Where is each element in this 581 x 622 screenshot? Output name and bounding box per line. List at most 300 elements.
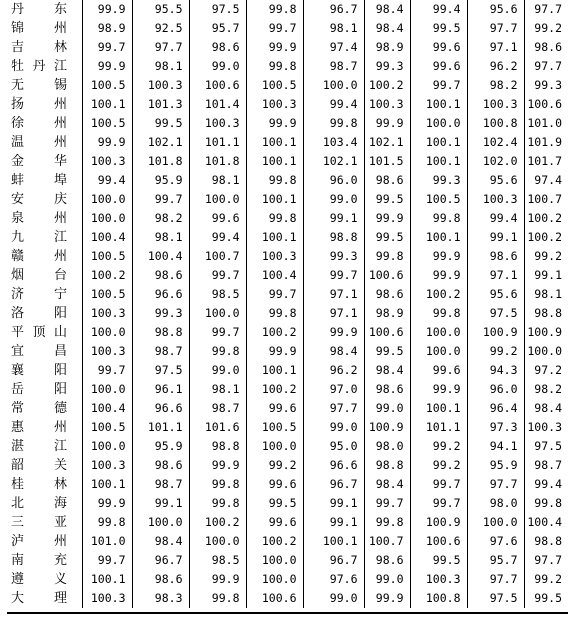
index-value-cell: 100.1 — [410, 133, 467, 152]
city-name-cell — [7, 152, 82, 171]
index-value-cell: 99.0 — [189, 57, 246, 76]
index-value-cell: 100.3 — [82, 589, 132, 608]
index-value-cell: 100.2 — [364, 76, 410, 95]
index-value-cell: 96.7 — [132, 551, 189, 570]
index-value-cell: 99.4 — [467, 209, 524, 228]
index-value-cell: 95.9 — [467, 456, 524, 475]
index-value-cell: 100.1 — [246, 152, 303, 171]
table-row — [7, 190, 568, 209]
index-value-cell: 98.8 — [524, 304, 568, 323]
index-value-cell: 99.9 — [410, 247, 467, 266]
city-name-char: 丹 — [32, 59, 46, 74]
index-value-cell: 99.8 — [82, 513, 132, 532]
table-row — [7, 304, 568, 323]
table-row — [7, 133, 568, 152]
city-name-cell — [7, 209, 82, 228]
index-value-cell: 99.2 — [524, 19, 568, 38]
price-index-table — [7, 0, 568, 608]
index-value-cell: 99.8 — [246, 209, 303, 228]
index-value-cell: 99.4 — [82, 171, 132, 190]
table-row — [7, 285, 568, 304]
index-value-cell: 98.8 — [132, 323, 189, 342]
index-value-cell: 99.4 — [524, 475, 568, 494]
city-name — [11, 399, 67, 418]
city-name — [11, 570, 67, 589]
index-value-cell: 98.4 — [364, 0, 410, 19]
index-value-cell: 100.0 — [524, 342, 568, 361]
index-value-cell: 99.9 — [410, 266, 467, 285]
index-value-cell: 98.4 — [364, 361, 410, 380]
index-value-cell: 99.6 — [189, 209, 246, 228]
city-name-char: 扬 — [11, 97, 25, 112]
city-name-char: 山 — [53, 325, 67, 340]
city-name-cell — [7, 513, 82, 532]
index-value-cell: 98.9 — [82, 19, 132, 38]
city-name-cell — [7, 342, 82, 361]
index-value-cell: 100.0 — [410, 114, 467, 133]
index-value-cell: 100.9 — [467, 323, 524, 342]
index-value-cell: 100.2 — [524, 209, 568, 228]
index-value-cell: 100.6 — [189, 76, 246, 95]
city-name-cell — [7, 247, 82, 266]
index-value-cell: 99.7 — [410, 494, 467, 513]
table-row — [7, 456, 568, 475]
index-value-cell: 100.2 — [82, 266, 132, 285]
index-value-cell: 99.9 — [82, 0, 132, 19]
index-value-cell: 99.9 — [410, 380, 467, 399]
city-name-char: 宜 — [11, 344, 25, 359]
index-value-cell: 96.4 — [467, 399, 524, 418]
index-value-cell: 96.7 — [303, 475, 364, 494]
index-value-cell: 102.1 — [132, 133, 189, 152]
city-name-char: 蚌 — [11, 173, 25, 188]
index-value-cell: 99.0 — [189, 361, 246, 380]
city-name — [11, 152, 67, 171]
index-value-cell: 99.2 — [246, 456, 303, 475]
index-value-cell: 95.5 — [132, 0, 189, 19]
index-value-cell: 98.6 — [189, 38, 246, 57]
city-name-cell — [7, 380, 82, 399]
index-value-cell: 98.0 — [467, 494, 524, 513]
index-value-cell: 99.7 — [189, 266, 246, 285]
table-bottom-rule — [7, 612, 568, 614]
city-name-char: 大 — [11, 591, 25, 606]
table-row — [7, 95, 568, 114]
index-value-cell: 97.1 — [467, 266, 524, 285]
table-row — [7, 266, 568, 285]
city-name-char: 关 — [53, 458, 67, 473]
city-name-cell — [7, 57, 82, 76]
index-value-cell: 97.1 — [467, 38, 524, 57]
index-value-cell: 99.2 — [467, 342, 524, 361]
index-value-cell: 99.3 — [303, 247, 364, 266]
index-value-cell: 99.7 — [82, 38, 132, 57]
city-name-cell — [7, 475, 82, 494]
index-value-cell: 97.6 — [303, 570, 364, 589]
city-name-char: 济 — [11, 287, 25, 302]
index-value-cell: 99.8 — [303, 114, 364, 133]
index-value-cell: 98.7 — [132, 475, 189, 494]
index-value-cell: 99.3 — [132, 304, 189, 323]
index-value-cell: 98.4 — [364, 19, 410, 38]
index-value-cell: 97.7 — [467, 570, 524, 589]
index-value-cell: 101.7 — [524, 152, 568, 171]
city-name-char: 南 — [11, 553, 25, 568]
index-value-cell: 100.6 — [524, 95, 568, 114]
table-row — [7, 209, 568, 228]
city-name-cell — [7, 38, 82, 57]
index-value-cell: 99.7 — [246, 285, 303, 304]
index-value-cell: 99.5 — [410, 19, 467, 38]
index-value-cell: 100.0 — [189, 532, 246, 551]
index-value-cell: 95.7 — [189, 19, 246, 38]
index-value-cell: 99.9 — [82, 494, 132, 513]
city-name-cell — [7, 437, 82, 456]
city-name — [11, 247, 67, 266]
index-value-cell: 97.1 — [303, 304, 364, 323]
city-name-char: 安 — [11, 192, 25, 207]
index-value-cell: 99.6 — [246, 475, 303, 494]
index-value-cell: 99.6 — [246, 399, 303, 418]
index-value-cell: 97.5 — [467, 304, 524, 323]
table-row — [7, 475, 568, 494]
index-value-cell: 96.6 — [303, 456, 364, 475]
index-value-cell: 100.9 — [364, 418, 410, 437]
city-name-char: 牡 — [11, 59, 25, 74]
city-name — [11, 456, 67, 475]
city-name-char: 州 — [53, 21, 67, 36]
index-value-cell: 99.4 — [410, 0, 467, 19]
city-name-char: 赣 — [11, 249, 25, 264]
index-value-cell: 95.9 — [132, 437, 189, 456]
city-name-cell — [7, 114, 82, 133]
index-value-cell: 100.1 — [410, 228, 467, 247]
table-row — [7, 570, 568, 589]
city-name — [11, 589, 67, 608]
index-value-cell: 100.0 — [82, 209, 132, 228]
index-value-cell: 99.6 — [410, 57, 467, 76]
city-name-char: 昌 — [53, 344, 67, 359]
index-value-cell: 100.0 — [303, 76, 364, 95]
index-value-cell: 97.1 — [303, 285, 364, 304]
index-value-cell: 98.9 — [364, 304, 410, 323]
city-name — [11, 0, 67, 19]
city-name — [11, 437, 67, 456]
index-value-cell: 100.7 — [524, 190, 568, 209]
index-value-cell: 101.9 — [524, 133, 568, 152]
index-value-cell: 98.8 — [303, 228, 364, 247]
index-value-cell: 100.5 — [410, 190, 467, 209]
city-name-char: 岳 — [11, 382, 25, 397]
index-value-cell: 100.3 — [82, 456, 132, 475]
index-value-cell: 100.8 — [467, 114, 524, 133]
index-value-cell: 98.1 — [189, 171, 246, 190]
city-name-char: 襄 — [11, 363, 25, 378]
city-name-char: 台 — [53, 268, 67, 283]
index-value-cell: 97.0 — [303, 380, 364, 399]
index-value-cell: 100.3 — [467, 190, 524, 209]
index-value-cell: 101.1 — [189, 133, 246, 152]
index-value-cell: 100.2 — [410, 285, 467, 304]
index-value-cell: 101.3 — [132, 95, 189, 114]
index-value-cell: 98.2 — [132, 209, 189, 228]
index-value-cell: 100.3 — [82, 304, 132, 323]
index-value-cell: 99.7 — [82, 361, 132, 380]
city-name-char: 无 — [11, 78, 25, 93]
city-name-char: 泉 — [11, 211, 25, 226]
city-name-char: 宁 — [53, 287, 67, 302]
index-value-cell: 97.5 — [132, 361, 189, 380]
index-value-cell: 95.6 — [467, 171, 524, 190]
city-name-cell — [7, 361, 82, 380]
city-name-cell — [7, 551, 82, 570]
index-value-cell: 99.5 — [364, 342, 410, 361]
index-value-cell: 100.1 — [246, 361, 303, 380]
city-name-char: 温 — [11, 135, 25, 150]
index-value-cell: 100.5 — [82, 285, 132, 304]
index-value-cell: 100.9 — [410, 513, 467, 532]
index-value-cell: 99.3 — [524, 76, 568, 95]
index-value-cell: 100.6 — [410, 532, 467, 551]
index-value-cell: 98.6 — [467, 247, 524, 266]
index-value-cell: 99.8 — [364, 247, 410, 266]
index-value-cell: 98.0 — [364, 437, 410, 456]
index-value-cell: 100.3 — [189, 114, 246, 133]
city-name-char: 洛 — [11, 306, 25, 321]
city-name-char: 金 — [11, 154, 25, 169]
index-value-cell: 100.5 — [246, 76, 303, 95]
city-name-char: 华 — [53, 154, 67, 169]
city-name-char: 州 — [53, 116, 67, 131]
table-row — [7, 589, 568, 608]
index-value-cell: 97.7 — [524, 551, 568, 570]
table-row — [7, 494, 568, 513]
index-value-cell: 98.7 — [132, 342, 189, 361]
index-value-cell: 100.4 — [524, 513, 568, 532]
city-name-char: 东 — [53, 2, 67, 17]
index-value-cell: 99.7 — [410, 475, 467, 494]
city-name-cell — [7, 228, 82, 247]
table-row — [7, 0, 568, 19]
table-row — [7, 513, 568, 532]
index-value-cell: 102.1 — [364, 133, 410, 152]
index-value-cell: 101.0 — [82, 532, 132, 551]
table-row — [7, 38, 568, 57]
index-value-cell: 99.3 — [410, 171, 467, 190]
index-value-cell: 99.0 — [364, 570, 410, 589]
index-value-cell: 100.0 — [410, 323, 467, 342]
index-value-cell: 99.9 — [364, 209, 410, 228]
index-value-cell: 100.1 — [410, 152, 467, 171]
index-value-cell: 100.1 — [246, 228, 303, 247]
index-value-cell: 100.8 — [410, 589, 467, 608]
index-value-cell: 99.8 — [189, 475, 246, 494]
index-value-cell: 97.7 — [467, 19, 524, 38]
index-value-cell: 100.0 — [189, 190, 246, 209]
city-name-char: 充 — [53, 553, 67, 568]
index-value-cell: 100.0 — [82, 190, 132, 209]
index-value-cell: 97.7 — [524, 0, 568, 19]
index-value-cell: 95.7 — [467, 551, 524, 570]
index-value-cell: 100.3 — [524, 418, 568, 437]
index-value-cell: 96.6 — [132, 399, 189, 418]
index-value-cell: 97.4 — [303, 38, 364, 57]
index-value-cell: 100.2 — [524, 228, 568, 247]
index-value-cell: 99.3 — [364, 57, 410, 76]
city-name — [11, 475, 67, 494]
city-name-cell — [7, 532, 82, 551]
index-value-cell: 98.3 — [132, 589, 189, 608]
index-value-cell: 98.4 — [132, 532, 189, 551]
index-value-cell: 100.3 — [467, 95, 524, 114]
index-value-cell: 97.7 — [467, 475, 524, 494]
table-row — [7, 19, 568, 38]
index-value-cell: 96.2 — [303, 361, 364, 380]
city-name — [11, 95, 67, 114]
city-name-char: 林 — [53, 477, 67, 492]
index-value-cell: 99.8 — [364, 513, 410, 532]
city-name-char: 九 — [11, 230, 25, 245]
city-name-char: 韶 — [11, 458, 25, 473]
city-name — [11, 285, 67, 304]
index-value-cell: 100.1 — [246, 190, 303, 209]
index-value-cell: 99.7 — [303, 266, 364, 285]
city-name-char: 州 — [53, 420, 67, 435]
city-name-cell — [7, 171, 82, 190]
index-value-cell: 98.6 — [132, 456, 189, 475]
index-value-cell: 100.2 — [246, 323, 303, 342]
index-value-cell: 99.8 — [246, 304, 303, 323]
city-name-char: 丹 — [11, 2, 25, 17]
city-name — [11, 38, 67, 57]
index-value-cell: 98.8 — [189, 437, 246, 456]
index-value-cell: 98.6 — [524, 38, 568, 57]
city-name-cell — [7, 304, 82, 323]
city-name-cell — [7, 589, 82, 608]
index-value-cell: 98.4 — [303, 342, 364, 361]
index-value-cell: 100.3 — [410, 570, 467, 589]
index-value-cell: 98.8 — [364, 456, 410, 475]
index-value-cell: 99.9 — [364, 114, 410, 133]
city-name-char: 义 — [53, 572, 67, 587]
index-value-cell: 99.7 — [246, 19, 303, 38]
index-value-cell: 98.4 — [524, 399, 568, 418]
city-name-char: 桂 — [11, 477, 25, 492]
index-value-cell: 99.8 — [189, 589, 246, 608]
table-row — [7, 114, 568, 133]
index-value-cell: 99.9 — [82, 133, 132, 152]
index-value-cell: 99.1 — [132, 494, 189, 513]
index-value-cell: 95.6 — [467, 285, 524, 304]
index-value-cell: 98.6 — [364, 285, 410, 304]
index-value-cell: 102.4 — [467, 133, 524, 152]
index-value-cell: 100.7 — [364, 532, 410, 551]
index-value-cell: 100.1 — [82, 475, 132, 494]
table-row — [7, 342, 568, 361]
index-value-cell: 97.5 — [524, 437, 568, 456]
index-value-cell: 96.2 — [467, 57, 524, 76]
index-value-cell: 99.0 — [303, 589, 364, 608]
index-value-cell: 99.8 — [246, 171, 303, 190]
index-value-cell: 99.1 — [303, 513, 364, 532]
index-value-cell: 97.7 — [132, 38, 189, 57]
index-value-cell: 98.9 — [364, 38, 410, 57]
index-value-cell: 100.4 — [246, 266, 303, 285]
city-name-cell — [7, 285, 82, 304]
index-value-cell: 99.5 — [364, 228, 410, 247]
index-value-cell: 95.0 — [303, 437, 364, 456]
index-value-cell: 99.8 — [189, 342, 246, 361]
city-name-char: 州 — [53, 97, 67, 112]
index-value-cell: 99.4 — [189, 228, 246, 247]
table-row — [7, 437, 568, 456]
index-value-cell: 99.9 — [246, 342, 303, 361]
index-value-cell: 100.9 — [524, 323, 568, 342]
index-value-cell: 98.6 — [364, 380, 410, 399]
city-name-cell — [7, 399, 82, 418]
city-name-char: 北 — [11, 496, 25, 511]
index-value-cell: 94.1 — [467, 437, 524, 456]
index-value-cell: 100.0 — [246, 437, 303, 456]
table-row — [7, 361, 568, 380]
table-row — [7, 171, 568, 190]
city-name — [11, 76, 67, 95]
index-value-cell: 100.1 — [82, 570, 132, 589]
city-name-char: 州 — [53, 249, 67, 264]
city-name — [11, 171, 67, 190]
city-name — [11, 418, 67, 437]
index-value-cell: 99.1 — [303, 209, 364, 228]
city-name — [11, 494, 67, 513]
city-name — [11, 513, 67, 532]
index-value-cell: 100.0 — [82, 380, 132, 399]
city-name-char: 州 — [53, 211, 67, 226]
city-name — [11, 266, 67, 285]
index-value-cell: 99.8 — [246, 57, 303, 76]
index-value-cell: 100.7 — [189, 247, 246, 266]
index-value-cell: 100.4 — [82, 228, 132, 247]
index-value-cell: 97.3 — [467, 418, 524, 437]
index-value-cell: 98.7 — [303, 57, 364, 76]
index-value-cell: 99.9 — [189, 456, 246, 475]
city-name-cell — [7, 76, 82, 95]
index-value-cell: 99.8 — [410, 209, 467, 228]
city-name-char: 泸 — [11, 534, 25, 549]
index-value-cell: 98.2 — [467, 76, 524, 95]
index-value-cell: 98.2 — [524, 380, 568, 399]
city-name-char: 林 — [53, 40, 67, 55]
city-name-char: 庆 — [53, 192, 67, 207]
table-row — [7, 551, 568, 570]
city-name-cell — [7, 494, 82, 513]
table-row — [7, 399, 568, 418]
index-value-cell: 100.0 — [410, 342, 467, 361]
city-name-char: 徐 — [11, 116, 25, 131]
city-name-char: 埠 — [53, 173, 67, 188]
index-value-cell: 99.8 — [410, 304, 467, 323]
city-name-char: 平 — [11, 325, 25, 340]
index-value-cell: 100.0 — [246, 551, 303, 570]
index-value-cell: 99.5 — [524, 589, 568, 608]
index-value-cell: 99.9 — [82, 57, 132, 76]
index-value-cell: 98.5 — [189, 285, 246, 304]
city-name-cell — [7, 190, 82, 209]
index-value-cell: 98.4 — [364, 475, 410, 494]
index-value-cell: 100.5 — [82, 418, 132, 437]
city-name-char: 湛 — [11, 439, 25, 454]
index-value-cell: 100.3 — [246, 95, 303, 114]
city-name — [11, 342, 67, 361]
